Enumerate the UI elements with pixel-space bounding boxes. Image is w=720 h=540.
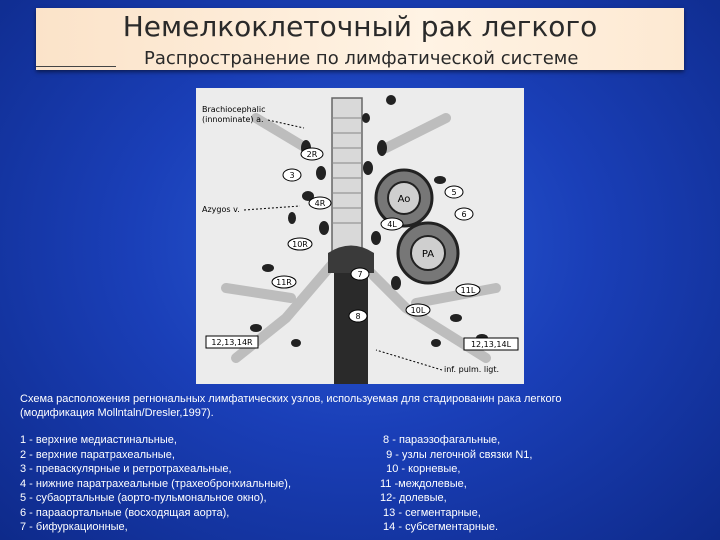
legend-item: 12- долевые, (380, 492, 447, 504)
node-10r: 10R (292, 240, 308, 249)
node-10l: 10L (410, 306, 426, 315)
legend-item: 1 - верхние медиастинальные, (20, 434, 177, 446)
legend-item: 2 - верхние паратрахеальные, (20, 448, 175, 461)
pa-label: PA (421, 249, 435, 260)
node-4l: 4L (387, 220, 397, 229)
legend-right-column (380, 433, 532, 535)
caption-line-1: Схема расположения регнональных лимфатических узлов, используемая для стадированин рака легкого (20, 393, 562, 405)
legend-item: 9 - узлы легочной связки N1, (380, 448, 533, 461)
ao-label: Ao (397, 194, 411, 205)
legend-item: 10 - корневые, (380, 463, 461, 475)
legend-item: 4 - нижние паратрахеальные (трахеобронхиальные), (20, 477, 292, 490)
caption-line-2: (модификация Mollntaln/Dresler,1997). (20, 407, 214, 419)
slide-subtitle: Распространение по лимфатической системе (144, 48, 579, 69)
inf-pulm-ligt-label: inf. pulm. ligt. (444, 365, 500, 374)
subtitle-underline (36, 66, 116, 67)
lymph-node-diagram (196, 88, 524, 384)
lymph-node-diagram-svg (196, 88, 524, 384)
node-11r: 11R (276, 278, 292, 287)
slide-title: Немелкоклеточный рак легкого (122, 10, 598, 43)
legend-item: 6 - парааортальные (восходящая аорта), (20, 506, 230, 519)
legend-left-column (20, 433, 291, 535)
node-6: 6 (461, 210, 467, 219)
node-8: 8 (355, 312, 361, 321)
brachiocephalic-label: Brachiocephalic (202, 105, 266, 114)
legend-item: 13 - сегментарные, (380, 506, 481, 519)
node-7: 7 (357, 270, 363, 279)
legend-item: 3 - преваскулярные и ретротрахеальные, (20, 463, 232, 475)
azygos-label: Azygos v. (202, 205, 240, 214)
node-5: 5 (451, 188, 457, 197)
legend-item: 8 - параэзофагальные, (380, 434, 501, 446)
node-3: 3 (289, 171, 295, 180)
innominate-label: (innominate) a. (202, 115, 264, 124)
node-11l: 11L (460, 286, 476, 295)
legend-item: 7 - бифуркационные, (20, 521, 128, 533)
title-box (36, 8, 684, 70)
legend-item: 11 -междолевые, (380, 477, 467, 490)
legend-item: 5 - субаортальные (аорто-пульмональное окно), (20, 492, 267, 504)
node-12-13-14l: 12,13,14L (470, 340, 512, 349)
node-4r: 4R (314, 199, 326, 208)
node-12-13-14r: 12,13,14R (211, 338, 253, 347)
legend-item: 14 - субсегментарные. (380, 521, 499, 533)
node-2r: 2R (306, 150, 318, 159)
figure-caption (20, 392, 710, 420)
